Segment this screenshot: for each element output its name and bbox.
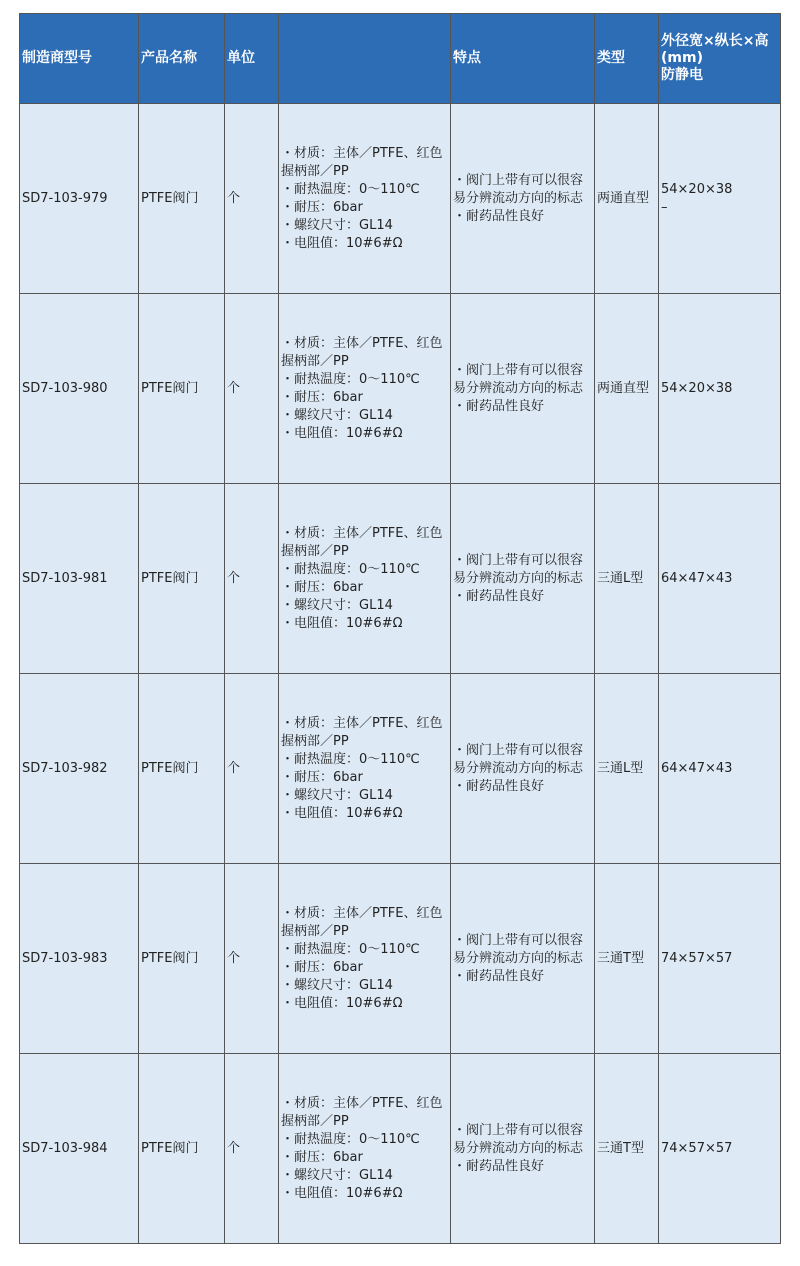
spec-line: ・耐热温度：0～110℃ xyxy=(281,561,420,577)
spec-line: ・电阻值：10#6#Ω xyxy=(281,805,403,821)
spec-line: ・耐压：6bar xyxy=(281,579,363,595)
dimensions-cell: 74×57×57 xyxy=(659,864,781,1054)
feature-line: ・阀门上带有可以很容易分辨流动方向的标志 xyxy=(453,1122,584,1156)
header-dimensions: 外径宽×纵长×高(mm) 防静电 xyxy=(659,14,781,104)
spec-line: ・耐压：6bar xyxy=(281,199,363,215)
spec-line: ・材质：主体／PTFE、红色握柄部／PP xyxy=(281,145,443,179)
model-cell: SD7-103-984 xyxy=(20,1054,139,1244)
features-cell xyxy=(451,484,595,674)
dimensions-cell: 64×47×43 xyxy=(659,674,781,864)
table-row xyxy=(20,674,781,864)
feature-line: ・阀门上带有可以很容易分辨流动方向的标志 xyxy=(453,172,584,206)
header-specs xyxy=(279,14,451,104)
spec-line: ・耐压：6bar xyxy=(281,389,363,405)
spec-line: ・耐热温度：0～110℃ xyxy=(281,181,420,197)
spec-line: ・耐热温度：0～110℃ xyxy=(281,1131,420,1147)
features-cell xyxy=(451,104,595,294)
table-header-row xyxy=(20,14,781,104)
unit-cell: 个 xyxy=(225,1054,279,1244)
spec-line: ・电阻值：10#6#Ω xyxy=(281,235,403,251)
dimensions-cell: 54×20×38 xyxy=(659,294,781,484)
unit-cell: 个 xyxy=(225,294,279,484)
spec-line: ・材质：主体／PTFE、红色握柄部／PP xyxy=(281,1095,443,1129)
spec-line: ・耐热温度：0～110℃ xyxy=(281,371,420,387)
table-row xyxy=(20,484,781,674)
spec-line: ・电阻值：10#6#Ω xyxy=(281,995,403,1011)
spec-line: ・螺纹尺寸：GL14 xyxy=(281,1167,393,1183)
type-cell: 三通L型 xyxy=(595,484,659,674)
features-cell xyxy=(451,294,595,484)
specs-cell xyxy=(279,674,451,864)
feature-line: ・耐药品性良好 xyxy=(453,1158,545,1174)
product-spec-table xyxy=(19,13,781,1244)
spec-line: ・材质：主体／PTFE、红色握柄部／PP xyxy=(281,905,443,939)
spec-line: ・耐压：6bar xyxy=(281,959,363,975)
unit-cell: 个 xyxy=(225,674,279,864)
spec-line: ・螺纹尺寸：GL14 xyxy=(281,407,393,423)
spec-line: ・螺纹尺寸：GL14 xyxy=(281,597,393,613)
table-row xyxy=(20,1054,781,1244)
features-cell xyxy=(451,864,595,1054)
product-name-cell: PTFE阀门 xyxy=(139,484,225,674)
table-row xyxy=(20,104,781,294)
model-cell: SD7-103-983 xyxy=(20,864,139,1054)
feature-line: ・耐药品性良好 xyxy=(453,968,545,984)
header-product-name: 产品名称 xyxy=(139,14,225,104)
unit-cell: 个 xyxy=(225,484,279,674)
spec-line: ・耐热温度：0～110℃ xyxy=(281,941,420,957)
feature-line: ・耐药品性良好 xyxy=(453,208,545,224)
spec-line: ・耐压：6bar xyxy=(281,1149,363,1165)
unit-cell: 个 xyxy=(225,104,279,294)
model-cell: SD7-103-981 xyxy=(20,484,139,674)
type-cell: 三通T型 xyxy=(595,864,659,1054)
header-model: 制造商型号 xyxy=(20,14,139,104)
product-name-cell: PTFE阀门 xyxy=(139,1054,225,1244)
spec-line: ・耐压：6bar xyxy=(281,769,363,785)
type-cell: 两通直型 xyxy=(595,294,659,484)
product-name-cell: PTFE阀门 xyxy=(139,674,225,864)
spec-line: ・材质：主体／PTFE、红色握柄部／PP xyxy=(281,335,443,369)
spec-line: ・材质：主体／PTFE、红色握柄部／PP xyxy=(281,715,443,749)
specs-cell xyxy=(279,1054,451,1244)
specs-cell xyxy=(279,864,451,1054)
feature-line: ・阀门上带有可以很容易分辨流动方向的标志 xyxy=(453,932,584,966)
specs-cell xyxy=(279,294,451,484)
spec-line: ・电阻值：10#6#Ω xyxy=(281,615,403,631)
unit-cell: 个 xyxy=(225,864,279,1054)
feature-line: ・耐药品性良好 xyxy=(453,398,545,414)
spec-line: ・电阻值：10#6#Ω xyxy=(281,425,403,441)
feature-line: ・耐药品性良好 xyxy=(453,588,545,604)
product-name-cell: PTFE阀门 xyxy=(139,104,225,294)
type-cell: 两通直型 xyxy=(595,104,659,294)
specs-cell xyxy=(279,104,451,294)
spec-line: ・材质：主体／PTFE、红色握柄部／PP xyxy=(281,525,443,559)
spec-line: ・螺纹尺寸：GL14 xyxy=(281,217,393,233)
spec-line: ・螺纹尺寸：GL14 xyxy=(281,977,393,993)
model-cell: SD7-103-980 xyxy=(20,294,139,484)
product-name-cell: PTFE阀门 xyxy=(139,294,225,484)
header-unit: 单位 xyxy=(225,14,279,104)
feature-line: ・阀门上带有可以很容易分辨流动方向的标志 xyxy=(453,742,584,776)
header-type: 类型 xyxy=(595,14,659,104)
dimensions-cell: 64×47×43 xyxy=(659,484,781,674)
type-cell: 三通T型 xyxy=(595,1054,659,1244)
feature-line: ・耐药品性良好 xyxy=(453,778,545,794)
feature-line: ・阀门上带有可以很容易分辨流动方向的标志 xyxy=(453,552,584,586)
dimensions-cell: 74×57×57 xyxy=(659,1054,781,1244)
model-cell: SD7-103-982 xyxy=(20,674,139,864)
feature-line: ・阀门上带有可以很容易分辨流动方向的标志 xyxy=(453,362,584,396)
features-cell xyxy=(451,674,595,864)
spec-line: ・耐热温度：0～110℃ xyxy=(281,751,420,767)
table-row xyxy=(20,864,781,1054)
model-cell: SD7-103-979 xyxy=(20,104,139,294)
spec-line: ・电阻值：10#6#Ω xyxy=(281,1185,403,1201)
header-features: 特点 xyxy=(451,14,595,104)
table-row xyxy=(20,294,781,484)
features-cell xyxy=(451,1054,595,1244)
product-name-cell: PTFE阀门 xyxy=(139,864,225,1054)
type-cell: 三通L型 xyxy=(595,674,659,864)
dimensions-cell: 54×20×38 – xyxy=(659,104,781,294)
spec-line: ・螺纹尺寸：GL14 xyxy=(281,787,393,803)
specs-cell xyxy=(279,484,451,674)
